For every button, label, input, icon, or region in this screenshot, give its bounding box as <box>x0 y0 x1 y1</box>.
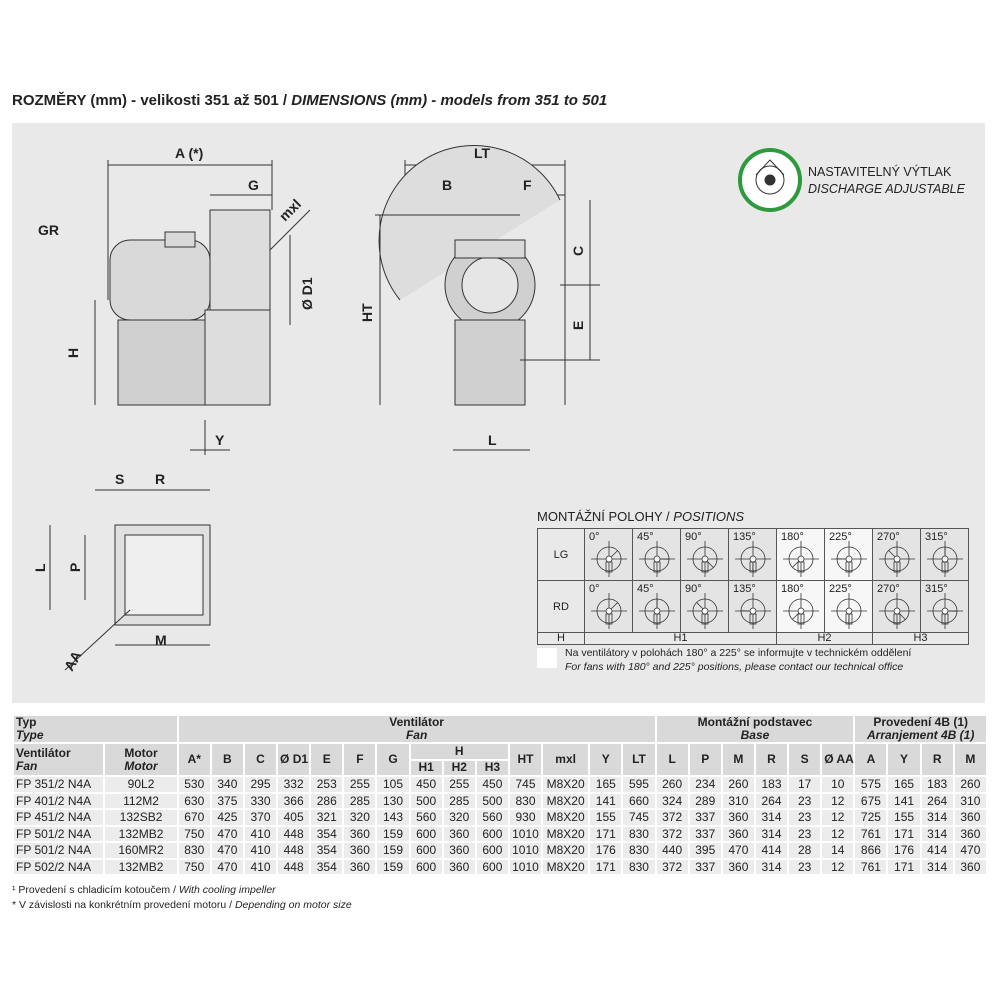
position-cell <box>729 581 777 633</box>
cell-value: 372 <box>657 810 688 825</box>
cell-value: 830 <box>179 843 210 858</box>
positions-title-en: POSITIONS <box>673 509 745 524</box>
col-header: C <box>245 744 276 775</box>
fan-group-cz: Ventilátor <box>389 715 444 729</box>
cell-value: 23 <box>789 860 820 875</box>
positions-table <box>537 528 969 645</box>
cell-value: 410 <box>245 860 276 875</box>
rotation-rd: RD <box>553 600 569 613</box>
label-g: G <box>248 177 259 193</box>
table-row <box>14 810 986 825</box>
cell-value: 360 <box>444 860 475 875</box>
cell-value: M8X20 <box>543 810 588 825</box>
cell-value: M8X20 <box>543 843 588 858</box>
cell-value: 171 <box>888 860 919 875</box>
footnote-2 <box>12 899 352 911</box>
angle-label: 180° <box>781 531 804 543</box>
cell-value: 360 <box>723 810 754 825</box>
position-cell <box>777 581 825 633</box>
motor-model: 90L2 <box>105 777 176 792</box>
col-header: Y <box>888 744 919 775</box>
col-header: LT <box>623 744 654 775</box>
cell-value: 255 <box>344 777 375 792</box>
positions-title <box>537 509 744 524</box>
cell-value: 330 <box>245 794 276 809</box>
cell-value: 234 <box>690 777 721 792</box>
cell-value: 448 <box>278 843 309 858</box>
cell-value: 28 <box>789 843 820 858</box>
label-s: S <box>115 471 125 487</box>
cell-value: 285 <box>444 794 475 809</box>
cell-value: 183 <box>922 777 953 792</box>
table-row <box>14 860 986 875</box>
height-group: H3 <box>873 633 969 645</box>
cell-value: 750 <box>179 860 210 875</box>
cell-value: 600 <box>411 843 442 858</box>
position-cell <box>681 581 729 633</box>
cell-value: 337 <box>690 810 721 825</box>
label-a: A (*) <box>175 145 204 161</box>
rotation-label <box>538 581 585 633</box>
cell-value: 575 <box>855 777 886 792</box>
cell-value: 289 <box>690 794 721 809</box>
cell-value: 183 <box>756 777 787 792</box>
cell-value: 264 <box>756 794 787 809</box>
label-d1: Ø D1 <box>299 277 315 310</box>
label-ht: HT <box>359 303 375 322</box>
cell-value: 360 <box>723 827 754 842</box>
cell-value: 314 <box>922 827 953 842</box>
table-row <box>14 794 986 809</box>
col-header-h-sub: H1 <box>411 761 442 776</box>
cell-value: 830 <box>623 827 654 842</box>
cell-value: 410 <box>245 843 276 858</box>
fan-model: FP 501/2 N4A <box>14 827 103 842</box>
cell-value: 1010 <box>510 860 541 875</box>
note-cz: Na ventilátory v polohách 180° a 225° se informujte v technickém oddělení <box>565 647 912 659</box>
cell-value: 360 <box>444 843 475 858</box>
col-header: A <box>855 744 886 775</box>
cell-value: 165 <box>590 777 621 792</box>
col-header: Y <box>590 744 621 775</box>
position-cell <box>921 581 969 633</box>
cell-value: 675 <box>855 794 886 809</box>
cell-value: 286 <box>311 794 342 809</box>
cell-value: 1010 <box>510 843 541 858</box>
cell-value: 745 <box>510 777 541 792</box>
cell-value: 159 <box>377 827 408 842</box>
col-header: G <box>377 744 408 775</box>
rotation-label <box>538 529 585 581</box>
cell-value: 314 <box>922 860 953 875</box>
positions-row-rd <box>538 581 969 633</box>
title-en: DIMENSIONS (mm) - models from 351 to 501 <box>291 92 608 109</box>
col-header: A* <box>179 744 210 775</box>
cell-value: 560 <box>411 810 442 825</box>
motor-model: 132MB2 <box>105 827 176 842</box>
position-cell <box>825 581 873 633</box>
cell-value: 314 <box>756 810 787 825</box>
cell-value: 332 <box>278 777 309 792</box>
cell-value: 14 <box>822 843 853 858</box>
cell-value: 600 <box>411 860 442 875</box>
position-cell <box>777 529 825 581</box>
positions-row-lg <box>538 529 969 581</box>
cell-value: 450 <box>477 777 508 792</box>
label-y: Y <box>215 432 225 448</box>
col-header: S <box>789 744 820 775</box>
cell-value: 295 <box>245 777 276 792</box>
cell-value: 360 <box>344 843 375 858</box>
col-header: B <box>212 744 243 775</box>
cell-value: 314 <box>922 810 953 825</box>
cell-value: 600 <box>477 827 508 842</box>
label-c: C <box>570 245 586 256</box>
cell-value: 130 <box>377 794 408 809</box>
cell-value: 500 <box>411 794 442 809</box>
height-group: H2 <box>777 633 873 645</box>
cell-value: 17 <box>789 777 820 792</box>
angle-label: 270° <box>877 531 900 543</box>
fan-model: FP 351/2 N4A <box>14 777 103 792</box>
col-header: E <box>311 744 342 775</box>
position-cell <box>585 581 633 633</box>
label-e: E <box>570 320 586 330</box>
label-l: L <box>488 432 497 448</box>
fan-model: FP 502/2 N4A <box>14 860 103 875</box>
cell-value: 600 <box>477 860 508 875</box>
footnote-2-cz: * V závislosti na konkrétním provedení motoru / <box>12 899 235 911</box>
cell-value: M8X20 <box>543 794 588 809</box>
4b-group-en: Arranjement 4B (1) <box>866 728 975 742</box>
cell-value: 470 <box>723 843 754 858</box>
cell-value: 761 <box>855 827 886 842</box>
cell-value: 360 <box>723 860 754 875</box>
cell-value: 23 <box>789 827 820 842</box>
cell-value: 410 <box>245 827 276 842</box>
cell-value: 725 <box>855 810 886 825</box>
footnote-1-cz: ¹ Provedení s chladicím kotoučem / <box>12 884 179 896</box>
label-mxl: mxl <box>275 195 305 225</box>
cell-value: 470 <box>955 843 986 858</box>
header-group-base <box>657 716 854 742</box>
cell-value: 23 <box>789 810 820 825</box>
cell-value: 340 <box>212 777 243 792</box>
cell-value: 285 <box>344 794 375 809</box>
base-group-cz: Montážní podstavec <box>697 715 813 729</box>
fan-model: FP 501/2 N4A <box>14 843 103 858</box>
cell-value: 440 <box>657 843 688 858</box>
cell-value: 375 <box>212 794 243 809</box>
label-f: F <box>523 177 532 193</box>
cell-value: 354 <box>311 860 342 875</box>
positions-title-cz: MONTÁŽNÍ POLOHY / <box>537 509 674 524</box>
position-cell <box>633 529 681 581</box>
note-en: For fans with 180° and 225° positions, please contact our technical office <box>565 661 904 673</box>
cell-value: 395 <box>690 843 721 858</box>
cell-value: 1010 <box>510 827 541 842</box>
positions-note <box>565 646 911 674</box>
cell-value: 337 <box>690 827 721 842</box>
cell-value: 360 <box>955 860 986 875</box>
cell-value: 414 <box>756 843 787 858</box>
cell-value: 830 <box>510 794 541 809</box>
cell-value: 310 <box>955 794 986 809</box>
cell-value: 354 <box>311 843 342 858</box>
cell-value: 600 <box>477 843 508 858</box>
cell-value: 670 <box>179 810 210 825</box>
cell-value: 500 <box>477 794 508 809</box>
col-header: Ø D1 <box>278 744 309 775</box>
cell-value: 405 <box>278 810 309 825</box>
cell-value: 866 <box>855 843 886 858</box>
cell-value: 360 <box>344 827 375 842</box>
cell-value: 366 <box>278 794 309 809</box>
cell-value: 105 <box>377 777 408 792</box>
angle-label: 225° <box>829 583 852 595</box>
header-motor <box>105 744 176 775</box>
cell-value: 141 <box>590 794 621 809</box>
position-cell <box>921 529 969 581</box>
cell-value: M8X20 <box>543 827 588 842</box>
table-row <box>14 843 986 858</box>
cell-value: 314 <box>756 827 787 842</box>
cell-value: 360 <box>955 827 986 842</box>
col-header-h-sub: H2 <box>444 761 475 776</box>
col-header-h-sub: H3 <box>477 761 508 776</box>
front-view <box>375 146 600 450</box>
position-cell <box>825 529 873 581</box>
angle-label: 0° <box>589 531 600 543</box>
motor-cz: Motor <box>124 745 158 760</box>
footnote-2-en: Depending on motor size <box>234 899 352 911</box>
cell-value: 360 <box>344 860 375 875</box>
cell-value: 321 <box>311 810 342 825</box>
cell-value: 660 <box>623 794 654 809</box>
cell-value: 141 <box>888 794 919 809</box>
angle-label: 90° <box>685 531 702 543</box>
cell-value: 12 <box>822 794 853 809</box>
position-cell <box>873 581 921 633</box>
dimensions-table <box>12 714 988 876</box>
angle-label: 135° <box>733 531 756 543</box>
position-cell <box>585 529 633 581</box>
motor-model: 160MR2 <box>105 843 176 858</box>
cell-value: 448 <box>278 827 309 842</box>
fan-en: Fan <box>16 758 38 773</box>
cell-value: 23 <box>789 794 820 809</box>
cell-value: 165 <box>888 777 919 792</box>
cell-value: 930 <box>510 810 541 825</box>
cell-value: 320 <box>344 810 375 825</box>
cell-value: 12 <box>822 860 853 875</box>
footnote-1 <box>12 884 276 896</box>
cell-value: 745 <box>623 810 654 825</box>
cell-value: 176 <box>590 843 621 858</box>
cell-value: 176 <box>888 843 919 858</box>
cell-value: 425 <box>212 810 243 825</box>
cell-value: 159 <box>377 860 408 875</box>
motor-en: Motor <box>124 758 158 773</box>
label-p: P <box>67 562 83 572</box>
cell-value: 372 <box>657 860 688 875</box>
header-group-4b <box>855 716 986 742</box>
angle-label: 315° <box>925 531 948 543</box>
cell-value: M8X20 <box>543 860 588 875</box>
fan-model: FP 451/2 N4A <box>14 810 103 825</box>
cell-value: 337 <box>690 860 721 875</box>
cell-value: 171 <box>590 860 621 875</box>
cell-value: 600 <box>411 827 442 842</box>
rotation-lg: LG <box>553 548 569 561</box>
cell-value: 470 <box>212 860 243 875</box>
col-header: P <box>690 744 721 775</box>
angle-label: 0° <box>589 583 600 595</box>
cell-value: 414 <box>922 843 953 858</box>
cell-value: 155 <box>590 810 621 825</box>
cell-value: 264 <box>922 794 953 809</box>
position-cell <box>873 529 921 581</box>
4b-group-cz: Provedení 4B (1) <box>873 715 969 729</box>
col-header: M <box>955 744 986 775</box>
cell-value: 560 <box>477 810 508 825</box>
cell-value: M8X20 <box>543 777 588 792</box>
cell-value: 171 <box>888 827 919 842</box>
cell-value: 12 <box>822 827 853 842</box>
cell-value: 255 <box>444 777 475 792</box>
footnote-1-en: With cooling impeller <box>178 884 276 896</box>
cell-value: 630 <box>179 794 210 809</box>
col-header: HT <box>510 744 541 775</box>
col-header: R <box>756 744 787 775</box>
discharge-adjustable-badge <box>808 164 965 198</box>
cell-value: 595 <box>623 777 654 792</box>
cell-value: 470 <box>212 827 243 842</box>
motor-model: 112M2 <box>105 794 176 809</box>
cell-value: 761 <box>855 860 886 875</box>
badge-text-cz: NASTAVITELNÝ VÝTLAK <box>808 165 952 179</box>
col-header: F <box>344 744 375 775</box>
title-cz: ROZMĚRY (mm) - velikosti 351 až 501 / <box>12 92 292 109</box>
col-header: R <box>922 744 953 775</box>
note-legend-box <box>537 648 557 668</box>
cell-value: 830 <box>623 843 654 858</box>
label-gr: GR <box>38 222 59 238</box>
base-plan-view <box>50 490 210 670</box>
label-r: R <box>155 471 166 487</box>
cell-value: 314 <box>756 860 787 875</box>
col-header: mxl <box>543 744 588 775</box>
badge-text-en: DISCHARGE ADJUSTABLE <box>808 182 965 196</box>
cell-value: 360 <box>444 827 475 842</box>
angle-label: 315° <box>925 583 948 595</box>
cell-value: 370 <box>245 810 276 825</box>
motor-model: 132SB2 <box>105 810 176 825</box>
fan-model: FP 401/2 N4A <box>14 794 103 809</box>
label-b: B <box>442 177 453 193</box>
label-aa: AA <box>60 647 85 674</box>
height-group: H1 <box>585 633 777 645</box>
col-header-h: H <box>411 744 508 759</box>
cell-value: 260 <box>723 777 754 792</box>
angle-label: 225° <box>829 531 852 543</box>
side-view <box>95 160 310 455</box>
cell-value: 171 <box>590 827 621 842</box>
angle-label: 45° <box>637 531 654 543</box>
base-group-en: Base <box>740 728 770 742</box>
positions-height-row <box>538 633 969 645</box>
fan-group-en: Fan <box>405 728 428 742</box>
cell-value: 830 <box>623 860 654 875</box>
cell-value: 260 <box>955 777 986 792</box>
motor-model: 132MB2 <box>105 860 176 875</box>
cell-value: 354 <box>311 827 342 842</box>
angle-label: 270° <box>877 583 900 595</box>
cell-value: 324 <box>657 794 688 809</box>
position-cell <box>633 581 681 633</box>
cell-value: 159 <box>377 843 408 858</box>
angle-label: 135° <box>733 583 756 595</box>
cell-value: 448 <box>278 860 309 875</box>
cell-value: 253 <box>311 777 342 792</box>
cell-value: 530 <box>179 777 210 792</box>
h-label: H <box>538 633 585 645</box>
label-h: H <box>65 347 81 358</box>
cell-value: 260 <box>657 777 688 792</box>
discharge-adjustable-icon <box>740 150 800 210</box>
table-row <box>14 827 986 842</box>
header-group-fan <box>179 716 655 742</box>
cell-value: 12 <box>822 810 853 825</box>
cell-value: 372 <box>657 827 688 842</box>
angle-label: 180° <box>781 583 804 595</box>
col-header: L <box>657 744 688 775</box>
col-header: M <box>723 744 754 775</box>
cell-value: 750 <box>179 827 210 842</box>
type-en: Type <box>16 728 44 742</box>
cell-value: 155 <box>888 810 919 825</box>
cell-value: 310 <box>723 794 754 809</box>
col-header: Ø AA <box>822 744 853 775</box>
cell-value: 470 <box>212 843 243 858</box>
angle-label: 90° <box>685 583 702 595</box>
cell-value: 450 <box>411 777 442 792</box>
header-type <box>14 716 177 742</box>
position-cell <box>681 529 729 581</box>
table-row <box>14 777 986 792</box>
fan-cz: Ventilátor <box>16 745 71 760</box>
label-m: M <box>155 632 167 648</box>
angle-label: 45° <box>637 583 654 595</box>
cell-value: 10 <box>822 777 853 792</box>
cell-value: 143 <box>377 810 408 825</box>
header-fan <box>14 744 103 775</box>
label-lt: LT <box>474 145 491 161</box>
label-l2: L <box>32 563 48 572</box>
type-cz: Typ <box>16 715 37 729</box>
cell-value: 360 <box>955 810 986 825</box>
position-cell <box>729 529 777 581</box>
cell-value: 320 <box>444 810 475 825</box>
